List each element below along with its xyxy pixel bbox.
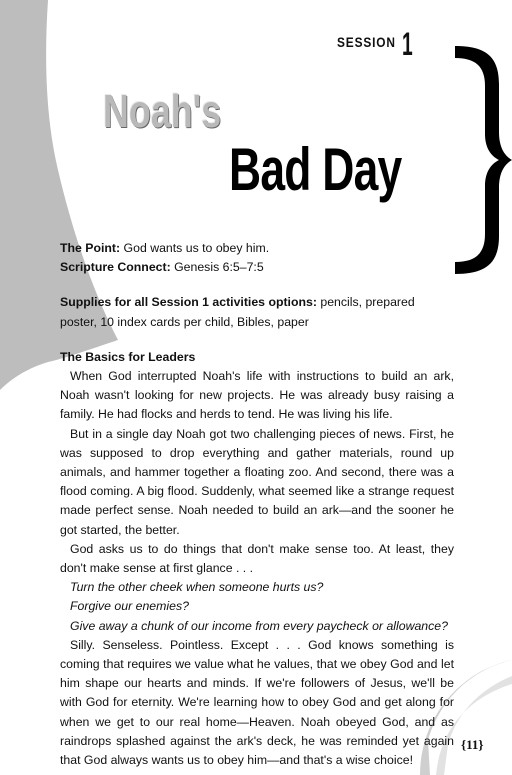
basics-heading: The Basics for Leaders bbox=[60, 349, 196, 364]
question-1: Turn the other cheek when someone hurts us? bbox=[70, 580, 324, 595]
the-point-line bbox=[60, 239, 454, 258]
basics-paragraph-1: When God interrupted Noah's life with instructions to build an ark, Noah wasn't looking for new projects. He was already busy raising a family. He had flocks and herds to tend. He was living his life. bbox=[60, 369, 454, 422]
supplies-line bbox=[60, 293, 454, 331]
the-point-label: The Point: bbox=[60, 241, 121, 255]
the-point-text: God wants us to obey him. bbox=[120, 241, 270, 255]
scripture-text: Genesis 6:5–7:5 bbox=[170, 260, 264, 275]
page-number: {11} bbox=[461, 737, 484, 752]
basics-paragraph-3: God asks us to do things that don't make sense too. At least, they don't make sense at first glance . . . bbox=[60, 541, 454, 576]
page-content bbox=[60, 239, 454, 770]
question-2: Forgive our enemies? bbox=[70, 599, 189, 614]
supplies-text: pencils, prepared poster, 10 index cards per child, Bibles, paper bbox=[60, 295, 415, 329]
session-number: 1 bbox=[402, 26, 413, 62]
supplies-label: Supplies for all Session 1 activities options: bbox=[60, 295, 317, 310]
title-line-1: Noah's bbox=[103, 85, 222, 137]
title-line-2: Bad Day bbox=[229, 136, 402, 203]
curly-brace-decoration bbox=[455, 40, 512, 280]
scripture-line bbox=[60, 258, 454, 277]
basics-paragraph-2: But in a single day Noah got two challenging pieces of news. First, he was supposed to drop everything and gather materials, round up animals, and hammer together a floating zoo. And second, there was a flood coming. A big flood. Suddenly, what seemed like a strange request made perfect sense. Noah needed to build an ark—and the sooner he got started, the better. bbox=[60, 426, 454, 537]
session-label: SESSION bbox=[337, 34, 396, 50]
scripture-label: Scripture Connect: bbox=[60, 260, 171, 275]
question-3: Give away a chunk of our income from every paycheck or allowance? bbox=[70, 618, 448, 633]
basics-paragraph-4: Silly. Senseless. Pointless. Except . . . God knows something is coming that requires we value what he values, that we obey God and let him shape our hearts and minds. If we're followers of Jesus, we'll be with God for eternity. We're learning how to obey God and get along for when we get to our real home—Heaven. Noah obeyed God, and as raindrops splashed against the ark's deck, he was reminded yet again that God always wants us to obey him—and that's a wise choice! bbox=[60, 637, 454, 768]
